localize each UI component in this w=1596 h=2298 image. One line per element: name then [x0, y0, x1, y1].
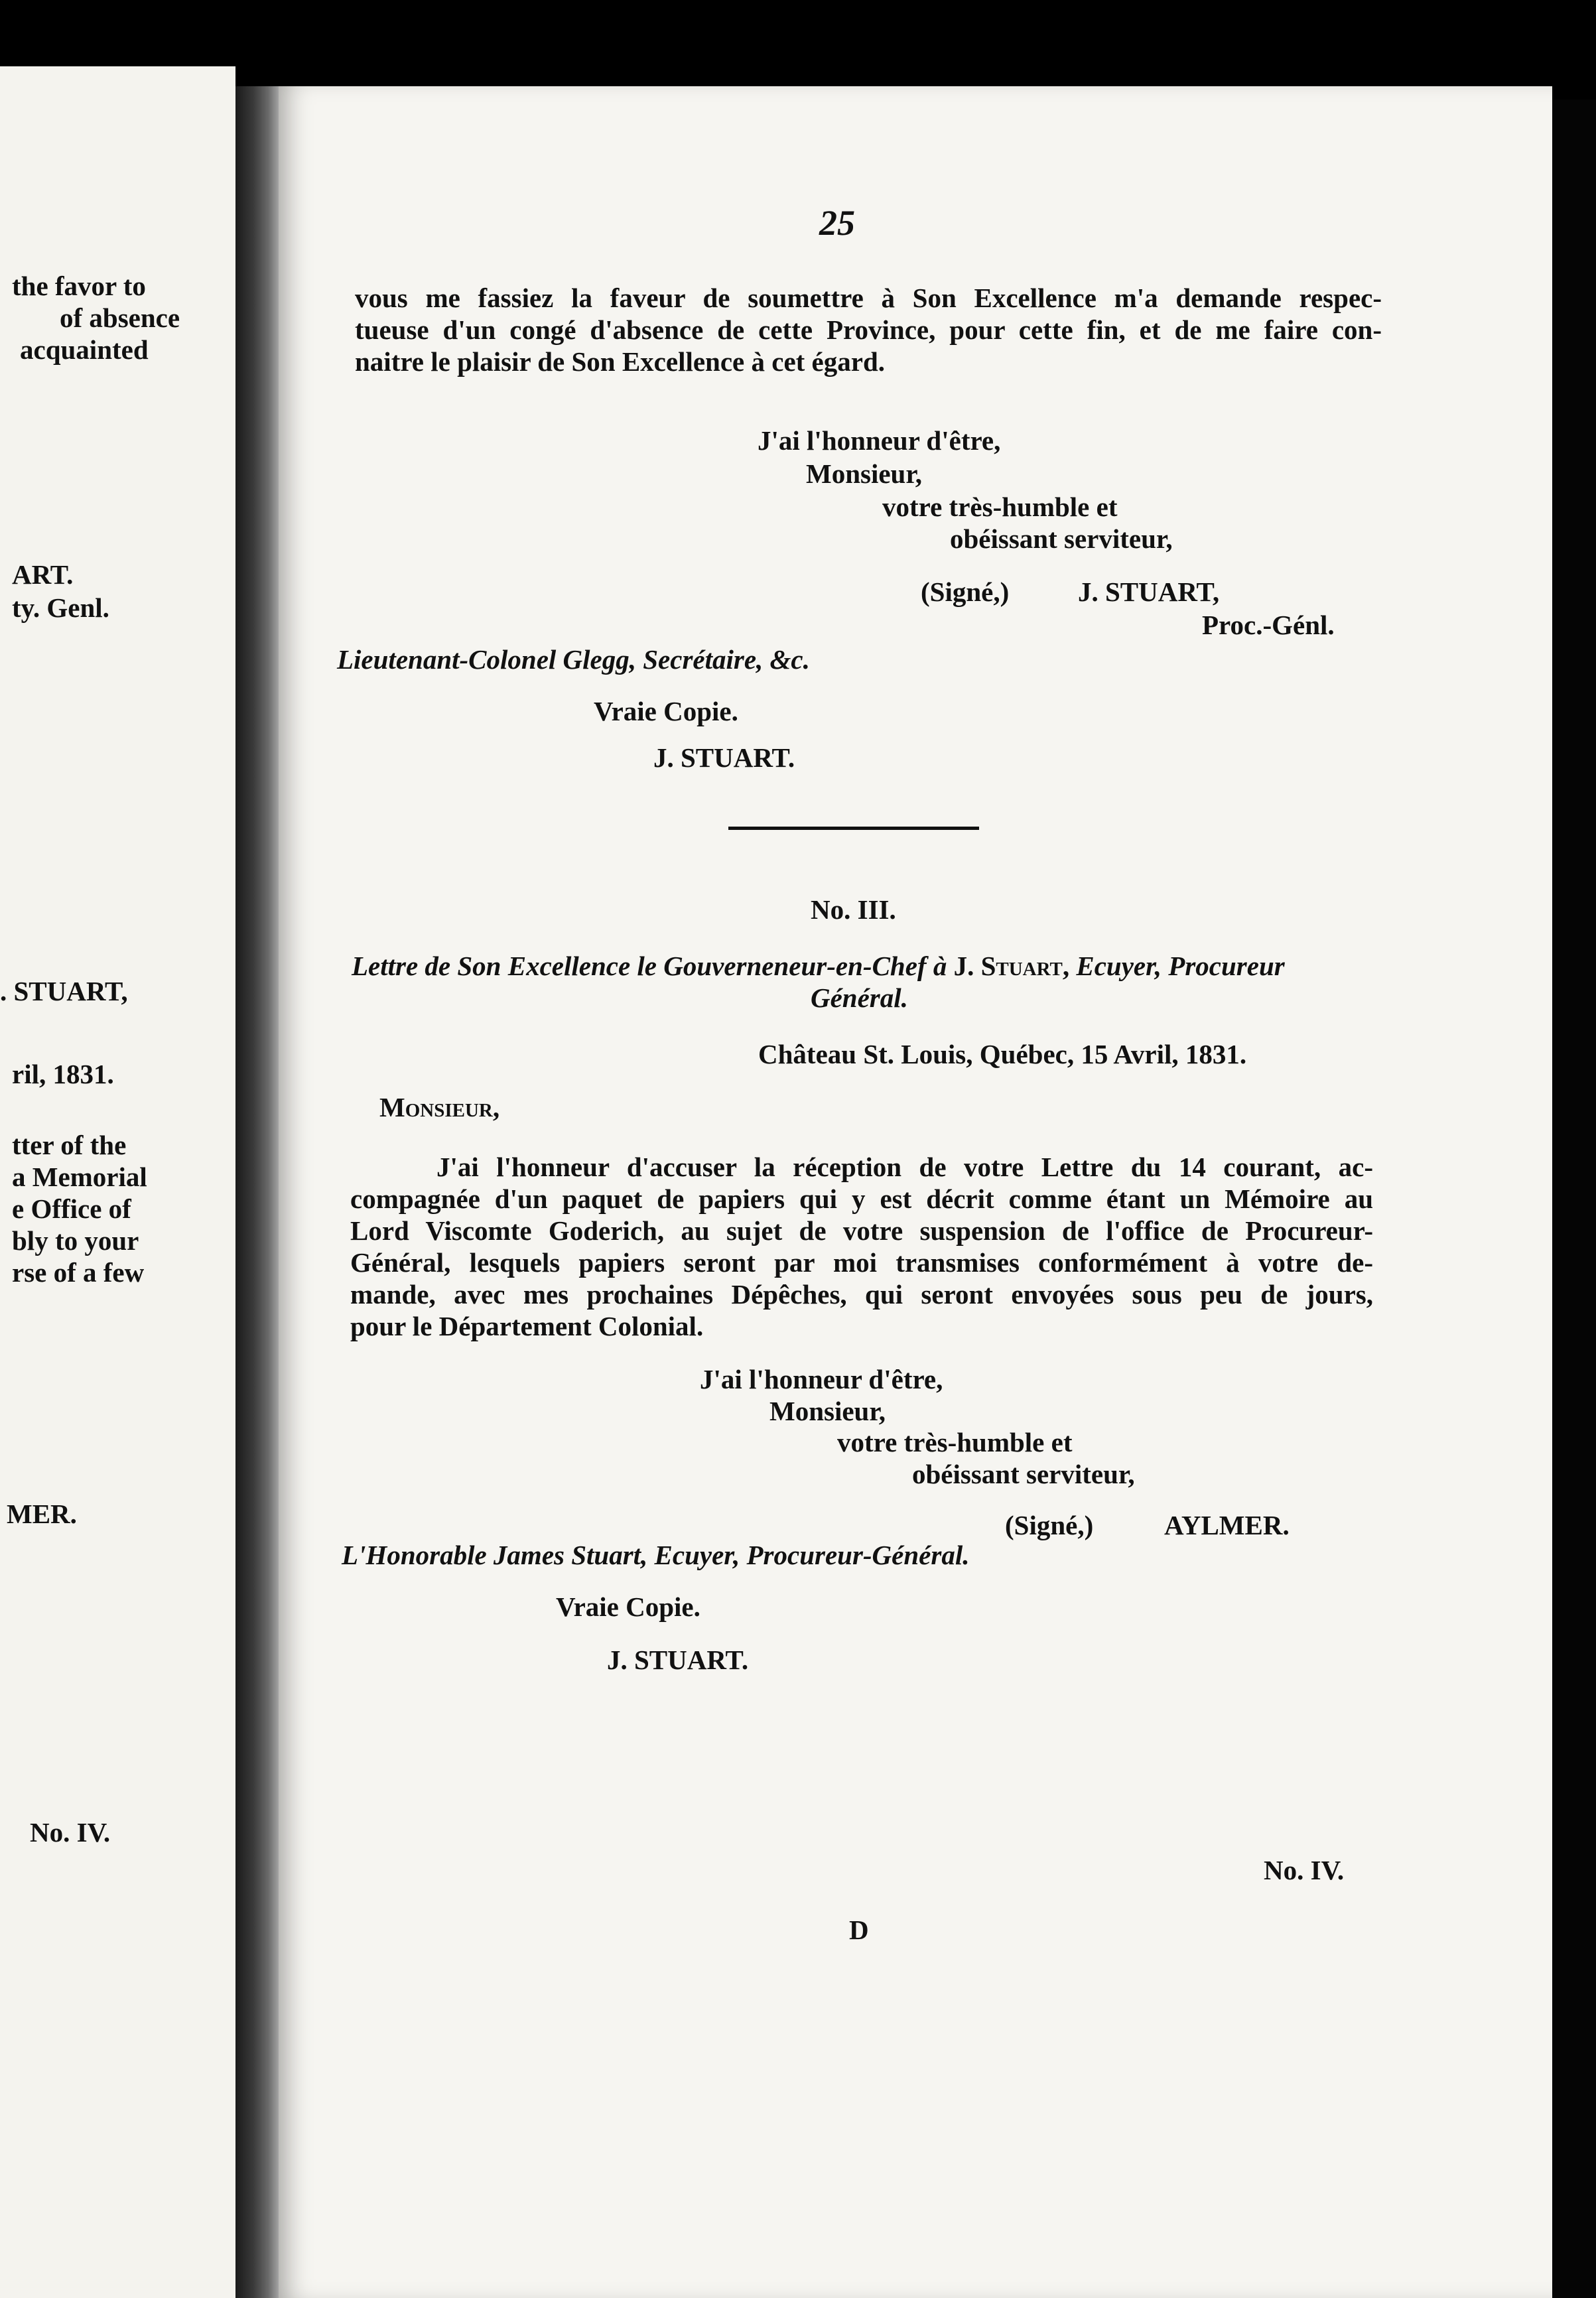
left-line: bly to your — [12, 1225, 139, 1256]
closing-line: votre très-humble et — [837, 1427, 1073, 1457]
left-line: the favor to — [12, 271, 146, 301]
true-copy-signature: J. STUART. — [653, 742, 795, 773]
page-number: 25 — [819, 203, 855, 243]
next-section-catchword: No. IV. — [1264, 1855, 1345, 1885]
left-line: of absence — [60, 303, 180, 333]
closing-line: Monsieur, — [769, 1396, 886, 1426]
left-line: tter of the — [12, 1130, 127, 1160]
left-line: e Office of — [12, 1193, 131, 1224]
letter-title-part: Ecuyer, Procureur — [1076, 951, 1285, 981]
letter-title-part: Lettre de Son Excellence le Gouverneneur-en-Chef à — [352, 951, 947, 981]
addressee: Lieutenant-Colonel Glegg, Secrétaire, &c. — [337, 644, 810, 675]
body-line: compagnée d'un paquet de papiers qui y est décrit comme étant un Mémoire au — [350, 1183, 1373, 1214]
signatory-title: Proc.-Génl. — [1202, 610, 1335, 640]
body-line: J'ai l'honneur d'accuser la réception de votre Lettre du 14 courant, ac- — [436, 1152, 1373, 1182]
body-line: Général, lesquels papiers seront par moi transmises conformément à votre de- — [350, 1247, 1373, 1278]
letter-title — [352, 950, 1285, 982]
section-number: No. III. — [811, 894, 896, 925]
right-border — [1552, 100, 1596, 2298]
closing-line: obéissant serviteur, — [912, 1459, 1135, 1489]
closing-line: obéissant serviteur, — [950, 523, 1173, 554]
closing-line: votre très-humble et — [882, 492, 1118, 522]
left-line: No. IV. — [30, 1817, 111, 1848]
body-line: mande, avec mes prochaines Dépêches, qui seront envoyées sous peu de jours, — [350, 1279, 1373, 1310]
section-divider — [728, 827, 979, 830]
intro-paragraph — [355, 282, 1382, 377]
left-line: acquainted — [20, 334, 149, 365]
true-copy-signature: J. STUART. — [607, 1645, 749, 1675]
signatory-name: J. STUART, — [1078, 576, 1220, 607]
left-page-fragment — [0, 66, 235, 2298]
salutation: Monsieur, — [379, 1092, 500, 1122]
left-line: a Memorial — [12, 1162, 147, 1192]
left-line: ART. — [12, 559, 74, 590]
letter-title-part: J. Stuart, — [947, 951, 1077, 981]
left-line: MER. — [7, 1499, 77, 1529]
signature-mark: D — [849, 1915, 869, 1945]
closing-line: Monsieur, — [806, 458, 923, 489]
body-line: Lord Viscomte Goderich, au sujet de votre suspension de l'office de Procureur- — [350, 1215, 1373, 1246]
left-line: . STUART, — [0, 976, 128, 1006]
body-paragraph — [350, 1151, 1373, 1342]
left-line: rse of a few — [12, 1257, 145, 1288]
intro-line: tueuse d'un congé d'absence de cette Province, pour cette fin, et de me faire con- — [355, 314, 1382, 345]
true-copy-label: Vraie Copie. — [594, 696, 738, 726]
closing-line: J'ai l'honneur d'être, — [700, 1364, 943, 1394]
left-line: ty. Genl. — [12, 592, 109, 623]
intro-line: naitre le plaisir de Son Excellence à cet égard. — [355, 346, 885, 377]
intro-line: vous me fassiez la faveur de soumettre à Son Excellence m'a demande respec- — [355, 283, 1382, 313]
dateline: Château St. Louis, Québec, 15 Avril, 1831. — [758, 1039, 1247, 1069]
addressee: L'Honorable James Stuart, Ecuyer, Procureur-Général. — [342, 1540, 970, 1570]
signed-label: (Signé,) — [1005, 1510, 1094, 1540]
left-line: ril, 1831. — [12, 1059, 114, 1089]
signatory-name: AYLMER. — [1164, 1510, 1290, 1540]
body-line: pour le Département Colonial. — [350, 1311, 704, 1341]
letter-title-line2: Général. — [811, 982, 908, 1013]
true-copy-label: Vraie Copie. — [556, 1591, 700, 1622]
closing-line: J'ai l'honneur d'être, — [758, 425, 1001, 456]
signed-label: (Signé,) — [921, 576, 1010, 607]
